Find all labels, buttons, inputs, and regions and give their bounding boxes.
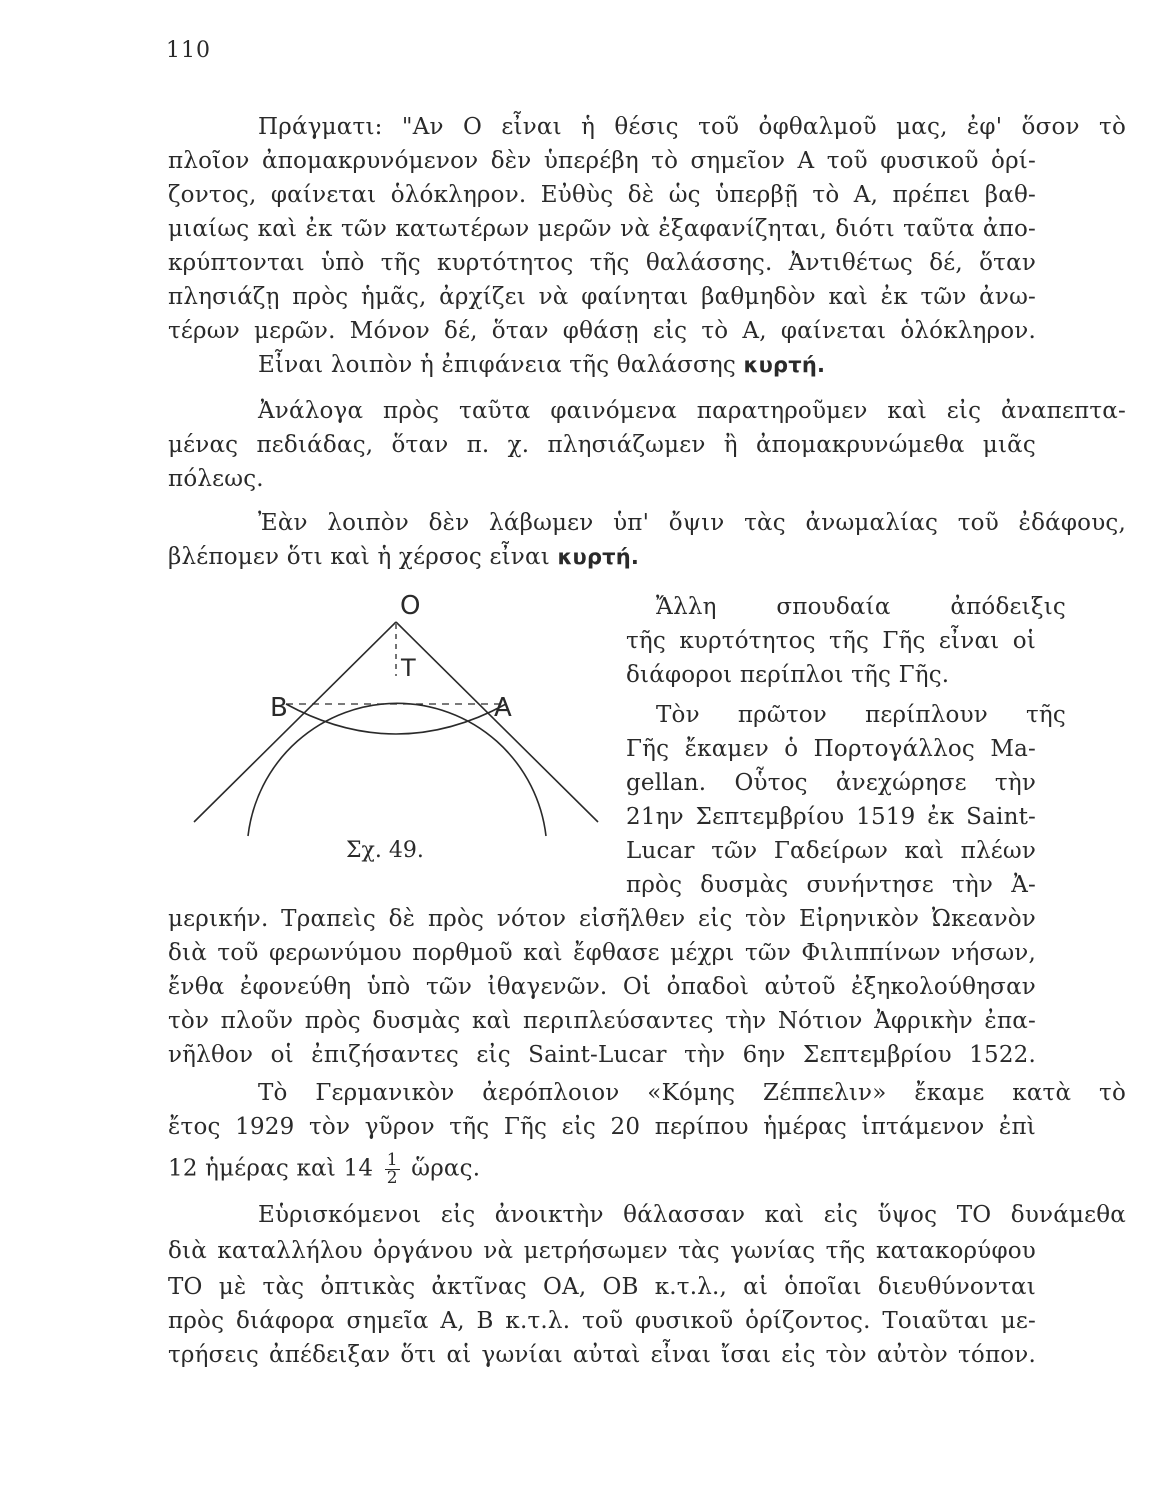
p3-line-2: μένας πεδιάδας, ὅταν π. χ. πλησιάζωμεν ἢ ἀπομακρυνώμεθα μιᾶς: [168, 432, 1036, 458]
p6-right-line-6: πρὸς δυσμὰς συνήντησε τὴν Ἀ-: [626, 872, 1036, 898]
figure-caption: Σχ. 49.: [346, 838, 424, 863]
p2-text: Εἶναι λοιπὸν ἡ ἐπιφάνεια τῆς θαλάσσης: [258, 352, 736, 378]
p5-line-1: Ἄλλη σπουδαία ἀπόδειξις: [656, 594, 1066, 620]
p7-line-2: ἔτος 1929 τὸν γῦρον τῆς Γῆς εἰς 20 περίπου ἡμέρας ἱπτάμενον ἐπὶ: [168, 1114, 1036, 1140]
label-b: B: [270, 693, 288, 723]
p7-line-3: [168, 1152, 1036, 1187]
p8-line-2: διὰ καταλλήλου ὀργάνου νὰ μετρήσωμεν τὰς γωνίας τῆς κατακορύφου: [168, 1238, 1036, 1264]
p6-right-line-5: Lucar τῶν Γαδείρων καὶ πλέων: [626, 838, 1036, 864]
p7-line-3-post: ὥρας.: [411, 1155, 481, 1182]
fraction-one-half: [385, 1152, 400, 1187]
p7-line-1: Τὸ Γερμανικὸν ἀερόπλοιον «Κόμης Ζέππελιν» ἔκαμε κατὰ τὸ: [258, 1080, 1126, 1106]
p7-line-3-pre: 12 ἡμέρας καὶ 14: [168, 1155, 374, 1182]
p3-line-1: Ἀνάλογα πρὸς ταῦτα φαινόμενα παρατηροῦμεν καὶ εἰς ἀναπεπτα-: [258, 398, 1126, 424]
label-a: A: [494, 693, 512, 723]
p8-line-4: πρὸς διάφορα σημεῖα Α, Β κ.τ.λ. τοῦ φυσικοῦ ὁρίζοντος. Τοιαῦται με-: [168, 1308, 1036, 1334]
p1-line-3: ζοντος, φαίνεται ὁλόκληρον. Εὐθὺς δὲ ὡς ὑπερβῇ τὸ Α, πρέπει βαθ-: [168, 182, 1036, 208]
p6-line-3: ἔνθα ἐφονεύθη ὑπὸ τῶν ἰθαγενῶν. Οἱ ὀπαδοὶ αὐτοῦ ἐξηκολούθησαν: [168, 974, 1036, 1000]
p5-line-2: τῆς κυρτότητος τῆς Γῆς εἶναι οἱ: [626, 628, 1036, 654]
p4-bold-word: κυρτή.: [557, 545, 640, 569]
p1-line-4: μιαίως καὶ ἐκ τῶν κατωτέρων μερῶν νὰ ἐξαφανίζηται, διότι ταῦτα ἀπο-: [168, 216, 1036, 242]
page-number: 110: [166, 38, 211, 63]
p6-line-2: διὰ τοῦ φερωνύμου πορθμοῦ καὶ ἔφθασε μέχρι τῶν Φιλιππίνων νήσων,: [168, 940, 1036, 966]
p6-line-4: τὸν πλοῦν πρὸς δυσμὰς καὶ περιπλεύσαντες τὴν Νότιον Ἀφρικὴν ἐπα-: [168, 1008, 1036, 1034]
p1-line-7: τέρων μερῶν. Μόνον δέ, ὅταν φθάσῃ εἰς τὸ Α, φαίνεται ὁλόκληρον.: [168, 318, 1036, 344]
p8-line-5: τρήσεις ἀπέδειξαν ὅτι αἱ γωνίαι αὐταὶ εἶναι ἴσαι εἰς τὸν αὐτὸν τόπον.: [168, 1342, 1036, 1368]
p8-line-3: ΤΟ μὲ τὰς ὀπτικὰς ἀκτῖνας ΟΑ, ΟΒ κ.τ.λ., αἱ ὁποῖαι διευθύνονται: [168, 1274, 1036, 1300]
fraction-denominator: 2: [386, 1168, 398, 1188]
p6-line-1: μερικήν. Τραπεὶς δὲ πρὸς νότον εἰσῆλθεν εἰς τὸν Εἰρηνικὸν Ὠκεανὸν: [168, 906, 1036, 932]
p4-text: βλέπομεν ὅτι καὶ ἡ χέρσος εἶναι: [168, 544, 550, 570]
p8-line-1: Εὑρισκόμενοι εἰς ἀνοικτὴν θάλασσαν καὶ εἰς ὕψος ΤΟ δυνάμεθα: [258, 1202, 1126, 1228]
p6-right-line-4: 21ην Σεπτεμβρίου 1519 ἐκ Saint-: [626, 804, 1036, 830]
p2-line: [168, 350, 1126, 380]
p1-line-2: πλοῖον ἀπομακρυνόμενον δὲν ὑπερέβη τὸ σημεῖον Α τοῦ φυσικοῦ ὁρί-: [168, 148, 1036, 174]
p4-line-2: [168, 542, 1036, 572]
fraction-numerator: 1: [386, 1150, 398, 1170]
p1-line-5: κρύπτονται ὑπὸ τῆς κυρτότητος τῆς θαλάσσης. Ἀντιθέτως δέ, ὅταν: [168, 250, 1036, 276]
label-t: T: [401, 654, 416, 682]
tangent-line-ob: [194, 622, 396, 822]
label-o: O: [400, 591, 421, 621]
p4-line-1: Ἐὰν λοιπὸν δὲν λάβωμεν ὑπ' ὄψιν τὰς ἀνωμαλίας τοῦ ἐδάφους,: [258, 510, 1126, 536]
lens-lower-arc: [286, 704, 506, 734]
p2-bold-word: κυρτή.: [743, 353, 826, 377]
p6-right-line-3: gellan. Οὗτος ἀνεχώρησε τὴν: [626, 770, 1036, 796]
p3-line-3: πόλεως.: [168, 466, 264, 492]
p5-line-3: διάφοροι περίπλοι τῆς Γῆς.: [626, 662, 950, 688]
p1-line-1: Πράγματι: "Αν Ο εἶναι ἡ θέσις τοῦ ὀφθαλμοῦ μας, ἐφ' ὅσον τὸ: [258, 114, 1126, 140]
p6-right-line-2: Γῆς ἔκαμεν ὁ Πορτογάλλος Ma-: [626, 736, 1036, 762]
p6-line-5: νῆλθον οἱ ἐπιζήσαντες εἰς Saint-Lucar τὴν 6ην Σεπτεμβρίου 1522.: [168, 1042, 1036, 1068]
p6-right-line-1: Τὸν πρῶτον περίπλουν τῆς: [656, 702, 1066, 728]
p1-line-6: πλησιάζῃ πρὸς ἡμᾶς, ἀρχίζει νὰ φαίνηται βαθμηδὸν καὶ ἐκ τῶν ἀνω-: [168, 284, 1036, 310]
